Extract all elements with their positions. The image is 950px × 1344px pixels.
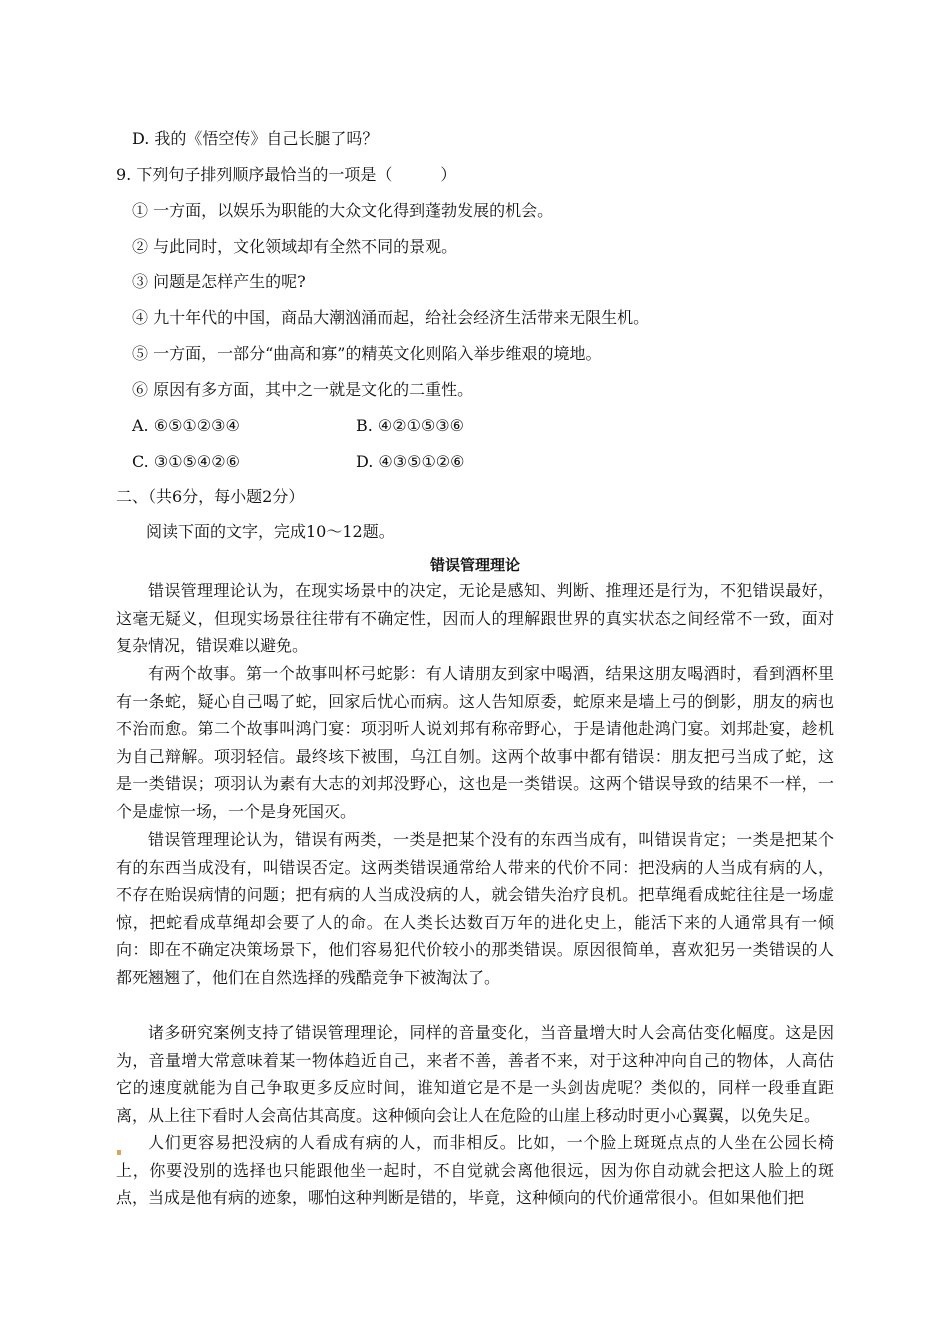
section-2-heading: 二、（共6分，每小题2分） bbox=[116, 487, 305, 506]
passage-paragraph-2: 有两个故事。第一个故事叫杯弓蛇影：有人请朋友到家中喝酒，结果这朋友喝酒时，看到酒杯里有一条蛇，疑心自己喝了蛇，回家后忧心而病。这人告知原委，蛇原来是墙上弓的倒影，朋友的病也不治而愈。第二个故事叫鸿门宴：项羽听人说刘邦有称帝野心，于是请他赴鸿门宴。刘邦赴宴，趁机为自己辩解。项羽轻信。最终垓下被围，乌江自刎。这两个故事中都有错误：朋友把弓当成了蛇，这是一类错误；项羽认为素有大志的刘邦没野心，这也是一类错误。这两个错误导致的结果不一样，一个是虚惊一场，一个是身死国灭。 bbox=[116, 664, 834, 821]
choice-d: D. ④③⑤①②⑥ bbox=[356, 452, 465, 471]
passage-paragraph-1: 错误管理理论认为，在现实场景中的决定，无论是感知、判断、推理还是行为，不犯错误最好，这毫无疑义，但现实场景往往带有不确定性，因而人的理解跟世界的真实状态之间经常不一致，面对复杂情况，错误难以避免。 bbox=[116, 581, 834, 655]
sentence-3: ③ 问题是怎样产生的呢? bbox=[132, 272, 306, 291]
option-d-q8: D. 我的《悟空传》自己长腿了吗？ bbox=[132, 129, 379, 148]
passage-paragraph-5: 人们更容易把没病的人看成有病的人，而非相反。比如，一个脸上斑斑点点的人坐在公园长椅上，你要没别的选择也只能跟他坐一起时，不自觉就会离他很远，因为你自动就会把这人脸上的斑点，当成是他有病的迹象，哪怕这种判断是错的，毕竟，这种倾向的代价通常很小。但如果他们把 bbox=[116, 1133, 834, 1207]
sentence-4: ④ 九十年代的中国，商品大潮汹涌而起，给社会经济生活带来无限生机。 bbox=[132, 308, 650, 327]
passage-paragraph-3: 错误管理理论认为，错误有两类，一类是把某个没有的东西当成有，叫错误肯定；一类是把某个有的东西当成没有，叫错误否定。这两类错误通常给人带来的代价不同：把没病的人当成有病的人，不存在贻误病情的问题；把有病的人当成没病的人，就会错失治疗良机。把草绳看成蛇往往是一场虚惊，把蛇看成草绳却会要了人的命。在人类长达数百万年的进化史上，能活下来的人通常具有一倾向：即在不确定决策场景下，他们容易犯代价较小的那类错误。原因很简单，喜欢犯另一类错误的人都死翘翘了，他们在自然选择的残酷竞争下被淘汰了。 bbox=[116, 830, 834, 987]
sentence-2: ② 与此同时，文化领域却有全然不同的景观。 bbox=[132, 237, 458, 256]
sentence-6: ⑥ 原因有多方面，其中之一就是文化的二重性。 bbox=[132, 380, 474, 399]
choice-c: C. ③①⑤④②⑥ bbox=[132, 452, 240, 471]
choice-a: A. ⑥⑤①②③④ bbox=[132, 416, 240, 435]
reading-instruction: 阅读下面的文字，完成10～12题。 bbox=[146, 522, 395, 541]
sentence-1: ① 一方面，以娱乐为职能的大众文化得到蓬勃发展的机会。 bbox=[132, 201, 554, 220]
sentence-5: ⑤ 一方面，一部分“曲高和寡”的精英文化则陷入举步维艰的境地。 bbox=[132, 344, 602, 363]
scan-mark bbox=[117, 1150, 121, 1155]
question-9-stem: 9. 下列句子排列顺序最恰当的一项是（ ） bbox=[116, 165, 457, 184]
passage-paragraph-4: 诸多研究案例支持了错误管理理论，同样的音量变化，当音量增大时人会高估变化幅度。这是因为，音量增大常意味着某一物体趋近自己，来者不善，善者不来，对于这种冲向自己的物体，人高估它的速度就能为自己争取更多反应时间，谁知道它是不是一头剑齿虎呢？类似的，同样一段垂直距离，从上往下看时人会高估其高度。这种倾向会让人在危险的山崖上移动时更小心翼翼，以免失足。 bbox=[116, 1023, 834, 1125]
choice-b: B. ④②①⑤③⑥ bbox=[356, 416, 464, 435]
passage-title: 错误管理理论 bbox=[429, 556, 520, 574]
